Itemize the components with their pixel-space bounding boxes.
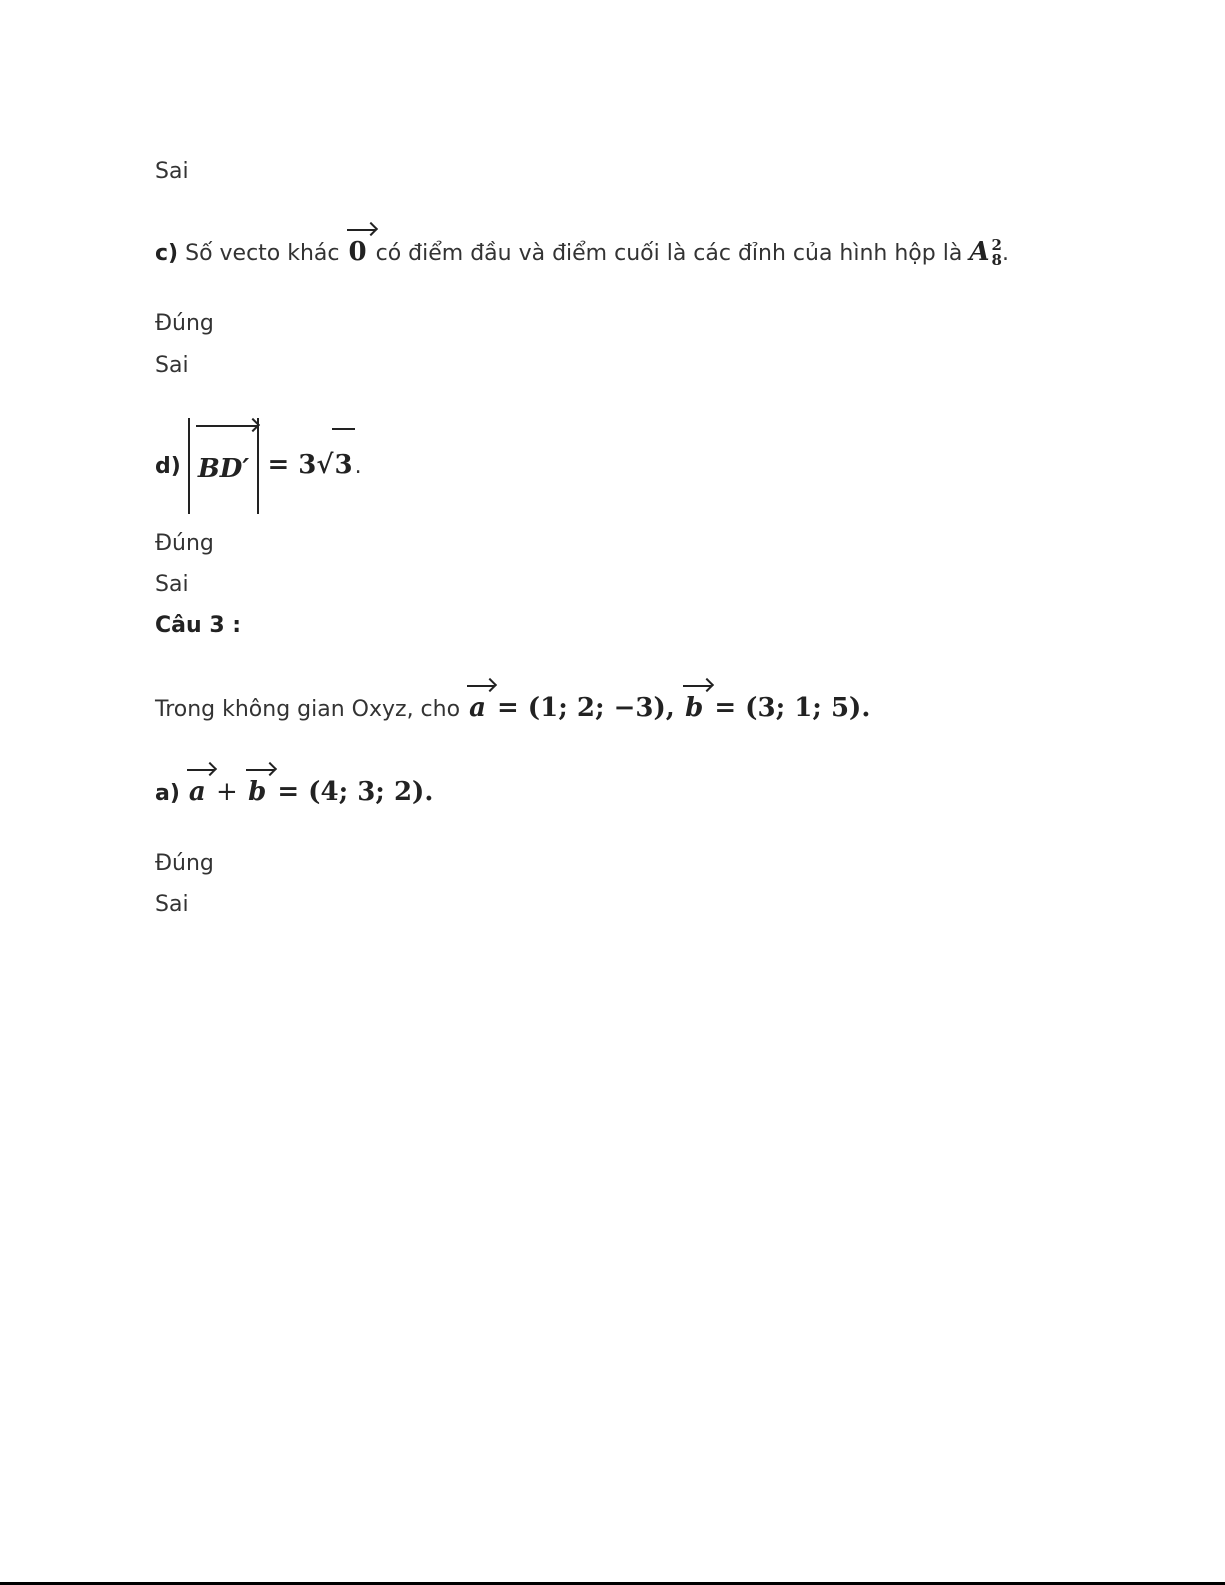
option-label: Sai (155, 572, 189, 597)
vector-a: a (188, 777, 206, 807)
answer-option-false[interactable] (155, 571, 189, 599)
arrangement-symbol: A (969, 237, 990, 267)
option-label: Đúng (155, 531, 214, 556)
answer-option-false[interactable] (155, 352, 189, 380)
answer-option-true[interactable] (155, 850, 214, 878)
option-label: Đúng (155, 311, 214, 336)
period: . (354, 454, 362, 479)
vector-b: b (248, 777, 267, 807)
answer-option-true[interactable] (155, 310, 214, 338)
zero-vector: 0 (348, 237, 367, 267)
statement-text: có điểm đầu và điểm cuối là các đỉnh của hình hộp là (368, 241, 970, 266)
question-heading (155, 612, 241, 640)
answer-option-true[interactable] (155, 530, 214, 558)
statement-d (155, 418, 362, 514)
vector-b: b (685, 693, 704, 723)
sum-value: = (4; 3; 2). (268, 777, 434, 807)
answer-option-false[interactable] (155, 158, 189, 186)
vector-bd: BD′ (196, 434, 251, 504)
question-intro (155, 694, 870, 724)
absolute-value (188, 418, 259, 514)
question-number: Câu 3 : (155, 613, 242, 638)
period: . (1001, 241, 1009, 266)
statement-text: Số vecto khác (178, 241, 347, 266)
statement-a (155, 778, 433, 808)
subscript: 8 (991, 251, 1002, 269)
vector-b-value: = (3; 1; 5). (705, 693, 871, 723)
statement-c (155, 238, 1009, 268)
plus-sign: + (207, 777, 247, 807)
vector-a: a (469, 693, 486, 723)
superscript: 2 (991, 236, 1002, 254)
answer-option-false[interactable] (155, 891, 189, 919)
intro-text: Trong không gian Oxyz, cho (155, 697, 468, 722)
option-label: Sai (155, 159, 189, 184)
statement-label: c) (155, 241, 179, 266)
option-label: Sai (155, 353, 189, 378)
statement-label: a) (155, 781, 180, 806)
equation: = 3√ (267, 450, 334, 480)
sqrt-argument: 3 (332, 428, 354, 500)
statement-label: d) (155, 454, 181, 479)
option-label: Đúng (155, 851, 214, 876)
option-label: Sai (155, 892, 189, 917)
vector-a-value: = (1; 2; −3), (487, 693, 675, 723)
